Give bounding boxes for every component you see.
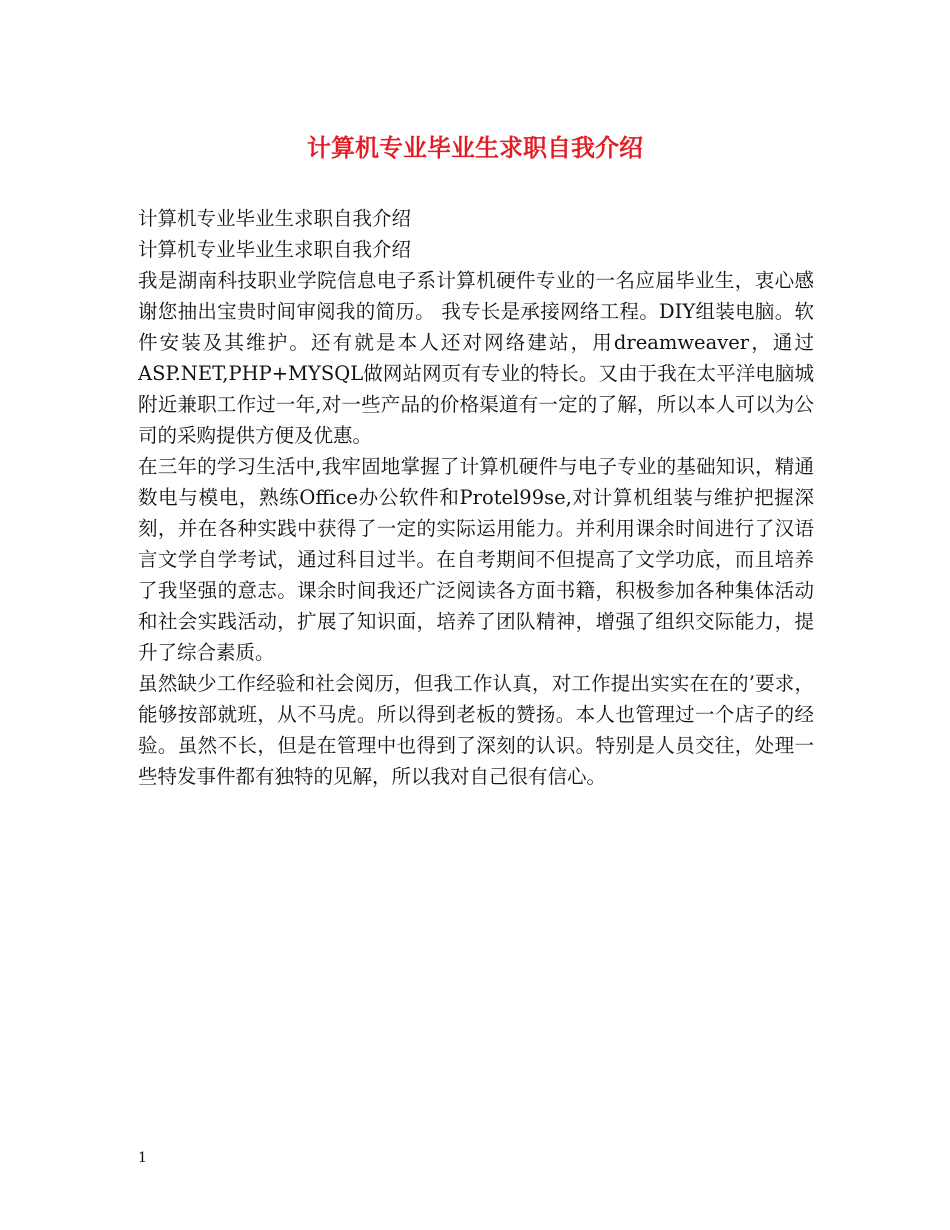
paragraph-study-life: 在三年的学习生活中,我牢固地掌握了计算机硬件与电子专业的基础知识，精通数电与模电，熟练Office办公软件和Protel99se,对计算机组装与维护把握深刻，并在各种实践中获得了一定的实际运用能力。并利用课余时间进行了汉语言文学自学考试，通过科目过半。在自考期间不但提高了文学功底，而且培养了我坚强的意志。课余时间我还广泛阅读各方面书籍，积极参加各种集体活动和社会实践活动，扩展了知识面，培养了团队精神，增强了组织交际能力，提升了综合素质。 (138, 455, 814, 664)
paragraph-subtitle-2: 计算机专业毕业生求职自我介绍 (138, 238, 412, 261)
paragraph-introduction: 我是湖南科技职业学院信息电子系计算机硬件专业的一名应届毕业生，衷心感谢您抽出宝贵时间审阅我的简历。 我专长是承接网络工程。DIY组装电脑。软件安装及其维护。还有就是本人还对网络建站，用dreamweaver，通过ASP.NET,PHP+MYSQL做网站网页有专业的特长。又由于我在太平洋电脑城附近兼职工作过一年,对一些产品的价格渠道有一定的了解，所以本人可以为公司的采购提供方便及优惠。 (138, 269, 814, 447)
document-body (138, 203, 814, 792)
document-title: 计算机专业毕业生求职自我介绍 (307, 133, 643, 162)
page-number: 1 (138, 1150, 147, 1166)
paragraph-work-attitude: 虽然缺少工作经验和社会阅历，但我工作认真，对工作提出实实在在的’要求，能够按部就班，从不马虎。所以得到老板的赞扬。本人也管理过一个店子的经验。虽然不长，但是在管理中也得到了深刻的认识。特别是人员交往，处理一些特发事件都有独特的见解，所以我对自己很有信心。 (138, 672, 814, 788)
paragraph-subtitle-1: 计算机专业毕业生求职自我介绍 (138, 207, 412, 230)
